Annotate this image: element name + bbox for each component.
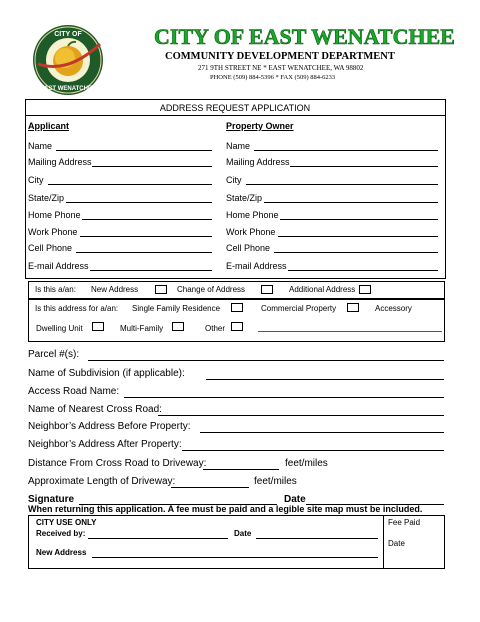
cross-road-field[interactable] — [158, 415, 444, 416]
city-title: CITY OF EAST WENATCHEE — [154, 24, 455, 49]
owner-email-label: E-mail Address — [226, 261, 287, 271]
applicant-cell-phone-field[interactable] — [76, 252, 212, 253]
date-label: Date — [284, 494, 306, 505]
owner-work-phone-field[interactable] — [278, 236, 438, 237]
owner-home-phone-label: Home Phone — [226, 210, 279, 220]
neighbor-after-field[interactable] — [182, 450, 444, 451]
accessory-label: Accessory — [375, 304, 412, 313]
distance-field[interactable] — [203, 469, 279, 470]
neighbor-before-label: Neighbor’s Address Before Property: — [28, 421, 191, 432]
city-use-date-field[interactable] — [256, 538, 378, 539]
subdivision-label: Name of Subdivision (if applicable): — [28, 368, 185, 379]
form-title: ADDRESS REQUEST APPLICATION — [159, 103, 311, 113]
new-address-checkbox[interactable] — [155, 285, 167, 294]
applicant-heading: Applicant — [28, 121, 70, 131]
commercial-label: Commercial Property — [261, 304, 337, 313]
distance-unit: feet/miles — [285, 458, 328, 469]
additional-address-checkbox[interactable] — [359, 285, 371, 294]
driveway-label: Approximate Length of Driveway: — [28, 476, 176, 487]
signature-label: Signature — [28, 494, 75, 505]
owner-cell-phone-field[interactable] — [274, 252, 438, 253]
change-address-label: Change of Address — [177, 285, 246, 294]
other-field[interactable] — [258, 331, 442, 332]
owner-name-label: Name — [226, 141, 251, 151]
owner-mailing-address-field[interactable] — [290, 166, 438, 167]
applicant-work-phone-field[interactable] — [80, 236, 212, 237]
distance-label: Distance From Cross Road to Driveway: — [28, 458, 207, 469]
multi-family-label: Multi-Family — [120, 324, 164, 333]
department-name: COMMUNITY DEVELOPMENT DEPARTMENT — [165, 51, 395, 62]
applicant-email-field[interactable] — [90, 270, 212, 271]
single-family-checkbox[interactable] — [231, 303, 243, 312]
fee-date-label: Date — [388, 539, 405, 548]
parcel-label: Parcel #(s): — [28, 349, 80, 360]
applicant-name-field[interactable] — [56, 150, 212, 151]
neighbor-before-field[interactable] — [200, 432, 444, 433]
owner-heading: Property Owner — [226, 121, 294, 131]
is-this-label: Is this a/an: — [35, 285, 76, 294]
title-divider — [25, 115, 445, 116]
applicant-cell-phone-label: Cell Phone — [28, 243, 73, 253]
applicant-home-phone-label: Home Phone — [28, 210, 81, 220]
other-checkbox[interactable] — [231, 322, 243, 331]
owner-email-field[interactable] — [288, 270, 438, 271]
department-address: 271 9TH STREET NE * EAST WENATCHEE, WA 98802 — [198, 64, 364, 72]
single-family-label: Single Family Residence — [132, 304, 221, 313]
dwelling-unit-checkbox[interactable] — [92, 322, 104, 331]
new-address-label: New Address — [91, 285, 139, 294]
applicant-home-phone-field[interactable] — [82, 219, 212, 220]
seal-top-text: CITY OF — [54, 31, 82, 38]
parcel-field[interactable] — [88, 360, 444, 361]
new-address-label-cityuse: New Address — [36, 548, 87, 557]
city-use-title: CITY USE ONLY — [36, 518, 97, 527]
seal-bottom-text: EAST WENATCHEE — [40, 86, 96, 92]
notice-text: When returning this application. A fee must be paid and a legible site map must be included. — [28, 504, 423, 514]
other-label: Other — [205, 324, 226, 333]
applicant-work-phone-label: Work Phone — [28, 227, 78, 237]
is-for-label: Is this address for a/an: — [35, 304, 119, 313]
dwelling-unit-label: Dwelling Unit — [36, 324, 83, 333]
applicant-mailing-address-field[interactable] — [92, 166, 212, 167]
driveway-field[interactable] — [171, 487, 249, 488]
applicant-city-field[interactable] — [48, 184, 212, 185]
applicant-state-zip-label: State/Zip — [28, 193, 65, 203]
received-by-label: Received by: — [36, 529, 86, 538]
city-use-date-label: Date — [234, 529, 252, 538]
change-address-checkbox[interactable] — [261, 285, 273, 294]
additional-address-label: Additional Address — [289, 285, 356, 294]
applicant-state-zip-field[interactable] — [66, 202, 212, 203]
new-address-field[interactable] — [92, 557, 378, 558]
applicant-mailing-address-label: Mailing Address — [28, 157, 92, 167]
fee-paid-label: Fee Paid — [388, 518, 421, 527]
driveway-unit: feet/miles — [254, 476, 297, 487]
owner-name-field[interactable] — [254, 150, 438, 151]
cross-road-label: Name of Nearest Cross Road: — [28, 404, 162, 415]
commercial-checkbox[interactable] — [347, 303, 359, 312]
owner-state-zip-label: State/Zip — [226, 193, 263, 203]
access-road-field[interactable] — [124, 397, 444, 398]
city-seal — [32, 24, 104, 96]
owner-state-zip-field[interactable] — [264, 202, 438, 203]
access-road-label: Access Road Name: — [28, 386, 120, 397]
owner-cell-phone-label: Cell Phone — [226, 243, 271, 253]
subdivision-field[interactable] — [206, 379, 444, 380]
multi-family-checkbox[interactable] — [172, 322, 184, 331]
department-phone-fax: PHONE (509) 884-5396 * FAX (509) 884-6233 — [210, 74, 336, 81]
owner-work-phone-label: Work Phone — [226, 227, 276, 237]
received-by-field[interactable] — [88, 538, 228, 539]
owner-mailing-address-label: Mailing Address — [226, 157, 290, 167]
owner-home-phone-field[interactable] — [280, 219, 438, 220]
neighbor-after-label: Neighbor’s Address After Property: — [28, 439, 182, 450]
owner-city-field[interactable] — [246, 184, 438, 185]
applicant-email-label: E-mail Address — [28, 261, 89, 271]
city-use-divider — [383, 515, 384, 568]
owner-city-label: City — [226, 175, 242, 185]
applicant-name-label: Name — [28, 141, 53, 151]
applicant-city-label: City — [28, 175, 44, 185]
